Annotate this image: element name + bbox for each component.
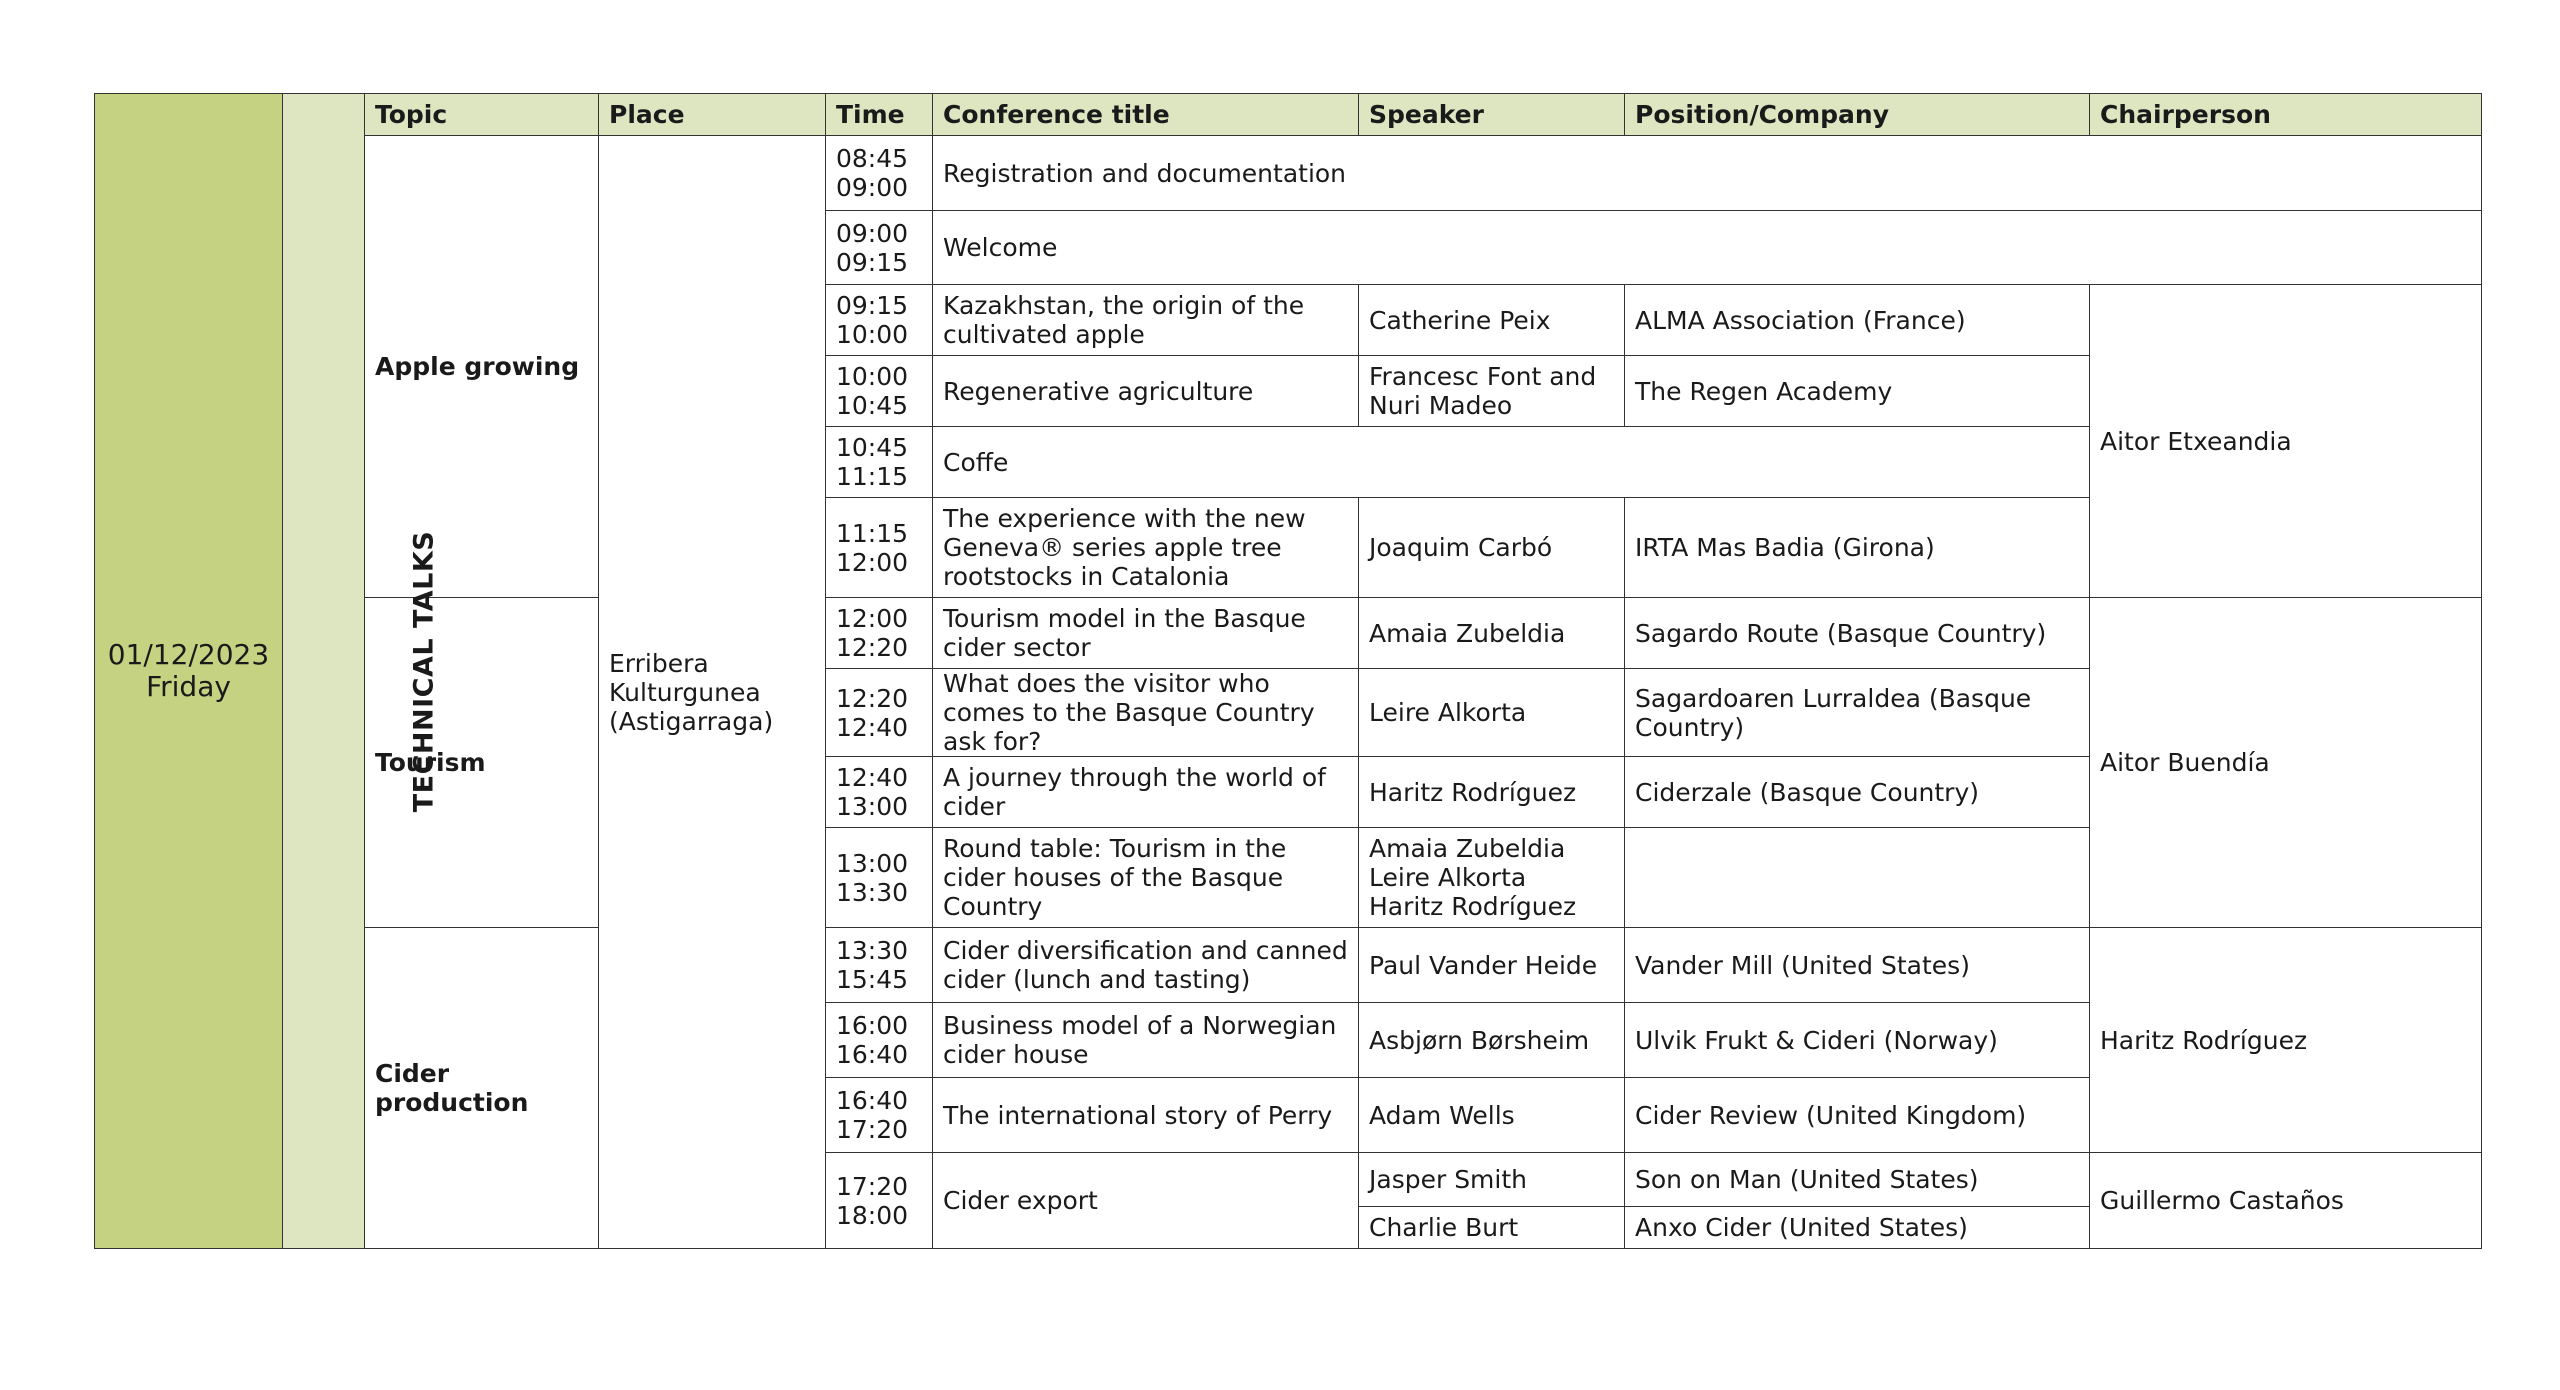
- title-cell: Cider diversification and canned cider (lunch and tasting): [933, 928, 1359, 1003]
- speaker-cell: Jasper Smith: [1359, 1153, 1625, 1207]
- place-cell: Erribera Kulturgunea (Astigarraga): [599, 136, 826, 1249]
- schedule-table: [94, 93, 2482, 1249]
- position-cell: Ulvik Frukt & Cideri (Norway): [1625, 1003, 2090, 1078]
- chairperson-cell: Aitor Etxeandia: [2090, 285, 2482, 598]
- header-place: Place: [599, 94, 826, 136]
- title-cell: Kazakhstan, the origin of the cultivated apple: [933, 285, 1359, 356]
- position-cell: Anxo Cider (United States): [1625, 1207, 2090, 1249]
- title-cell: A journey through the world of cider: [933, 757, 1359, 828]
- position-cell: ALMA Association (France): [1625, 285, 2090, 356]
- header-topic: Topic: [365, 94, 599, 136]
- speaker-cell: Haritz Rodríguez: [1359, 757, 1625, 828]
- title-cell: Regenerative agriculture: [933, 356, 1359, 427]
- day-text: Friday: [146, 670, 231, 703]
- title-cell: Round table: Tourism in the cider houses of the Basque Country: [933, 828, 1359, 928]
- position-cell: Sagardoaren Lurraldea (Basque Country): [1625, 669, 2090, 757]
- table-row: [95, 598, 2482, 669]
- header-conference-title: Conference title: [933, 94, 1359, 136]
- header-chairperson: Chairperson: [2090, 94, 2482, 136]
- time-cell: 10:00 10:45: [826, 356, 933, 427]
- speaker-cell: Amaia Zubeldia: [1359, 598, 1625, 669]
- position-cell: IRTA Mas Badia (Girona): [1625, 498, 2090, 598]
- date-cell: [95, 94, 283, 1249]
- title-cell: Welcome: [933, 211, 2482, 285]
- time-cell: 16:40 17:20: [826, 1078, 933, 1153]
- speaker-cell: Adam Wells: [1359, 1078, 1625, 1153]
- table-row: [95, 928, 2482, 1003]
- time-cell: 08:45 09:00: [826, 136, 933, 211]
- time-cell: 09:00 09:15: [826, 211, 933, 285]
- position-cell: [1625, 828, 2090, 928]
- table-row: [95, 136, 2482, 211]
- time-cell: 10:45 11:15: [826, 427, 933, 498]
- title-cell: Business model of a Norwegian cider house: [933, 1003, 1359, 1078]
- topic-cell: Tourism: [365, 598, 599, 928]
- speaker-cell: Paul Vander Heide: [1359, 928, 1625, 1003]
- speaker-cell: Amaia Zubeldia Leire Alkorta Haritz Rodríguez: [1359, 828, 1625, 928]
- speaker-cell: Joaquim Carbó: [1359, 498, 1625, 598]
- header-row: [95, 94, 2482, 136]
- time-cell: 09:15 10:00: [826, 285, 933, 356]
- time-cell: 17:20 18:00: [826, 1153, 933, 1249]
- position-cell: Vander Mill (United States): [1625, 928, 2090, 1003]
- time-cell: 12:40 13:00: [826, 757, 933, 828]
- time-cell: 16:00 16:40: [826, 1003, 933, 1078]
- title-cell: Coffe: [933, 427, 2090, 498]
- header-position-company: Position/Company: [1625, 94, 2090, 136]
- speaker-cell: Asbjørn Børsheim: [1359, 1003, 1625, 1078]
- title-cell: The experience with the new Geneva® series apple tree rootstocks in Catalonia: [933, 498, 1359, 598]
- chairperson-cell: Guillermo Castaños: [2090, 1153, 2482, 1249]
- time-cell: 13:30 15:45: [826, 928, 933, 1003]
- title-cell: Tourism model in the Basque cider sector: [933, 598, 1359, 669]
- time-cell: 13:00 13:30: [826, 828, 933, 928]
- position-cell: Cider Review (United Kingdom): [1625, 1078, 2090, 1153]
- position-cell: Sagardo Route (Basque Country): [1625, 598, 2090, 669]
- header-speaker: Speaker: [1359, 94, 1625, 136]
- speaker-cell: Catherine Peix: [1359, 285, 1625, 356]
- position-cell: The Regen Academy: [1625, 356, 2090, 427]
- speaker-cell: Leire Alkorta: [1359, 669, 1625, 757]
- title-cell: Registration and documentation: [933, 136, 2482, 211]
- speaker-cell: Francesc Font and Nuri Madeo: [1359, 356, 1625, 427]
- date-text: 01/12/2023: [107, 638, 270, 671]
- topic-cell: Apple growing: [365, 136, 599, 598]
- position-cell: Son on Man (United States): [1625, 1153, 2090, 1207]
- chairperson-cell: Haritz Rodríguez: [2090, 928, 2482, 1153]
- chairperson-cell: Aitor Buendía: [2090, 598, 2482, 928]
- topic-cell: Cider production: [365, 928, 599, 1249]
- title-cell: What does the visitor who comes to the Basque Country ask for?: [933, 669, 1359, 757]
- time-cell: 12:20 12:40: [826, 669, 933, 757]
- time-cell: 11:15 12:00: [826, 498, 933, 598]
- position-cell: Ciderzale (Basque Country): [1625, 757, 2090, 828]
- category-label: TECHNICAL TALKS: [408, 530, 440, 812]
- title-cell: The international story of Perry: [933, 1078, 1359, 1153]
- title-cell: Cider export: [933, 1153, 1359, 1249]
- header-time: Time: [826, 94, 933, 136]
- time-cell: 12:00 12:20: [826, 598, 933, 669]
- speaker-cell: Charlie Burt: [1359, 1207, 1625, 1249]
